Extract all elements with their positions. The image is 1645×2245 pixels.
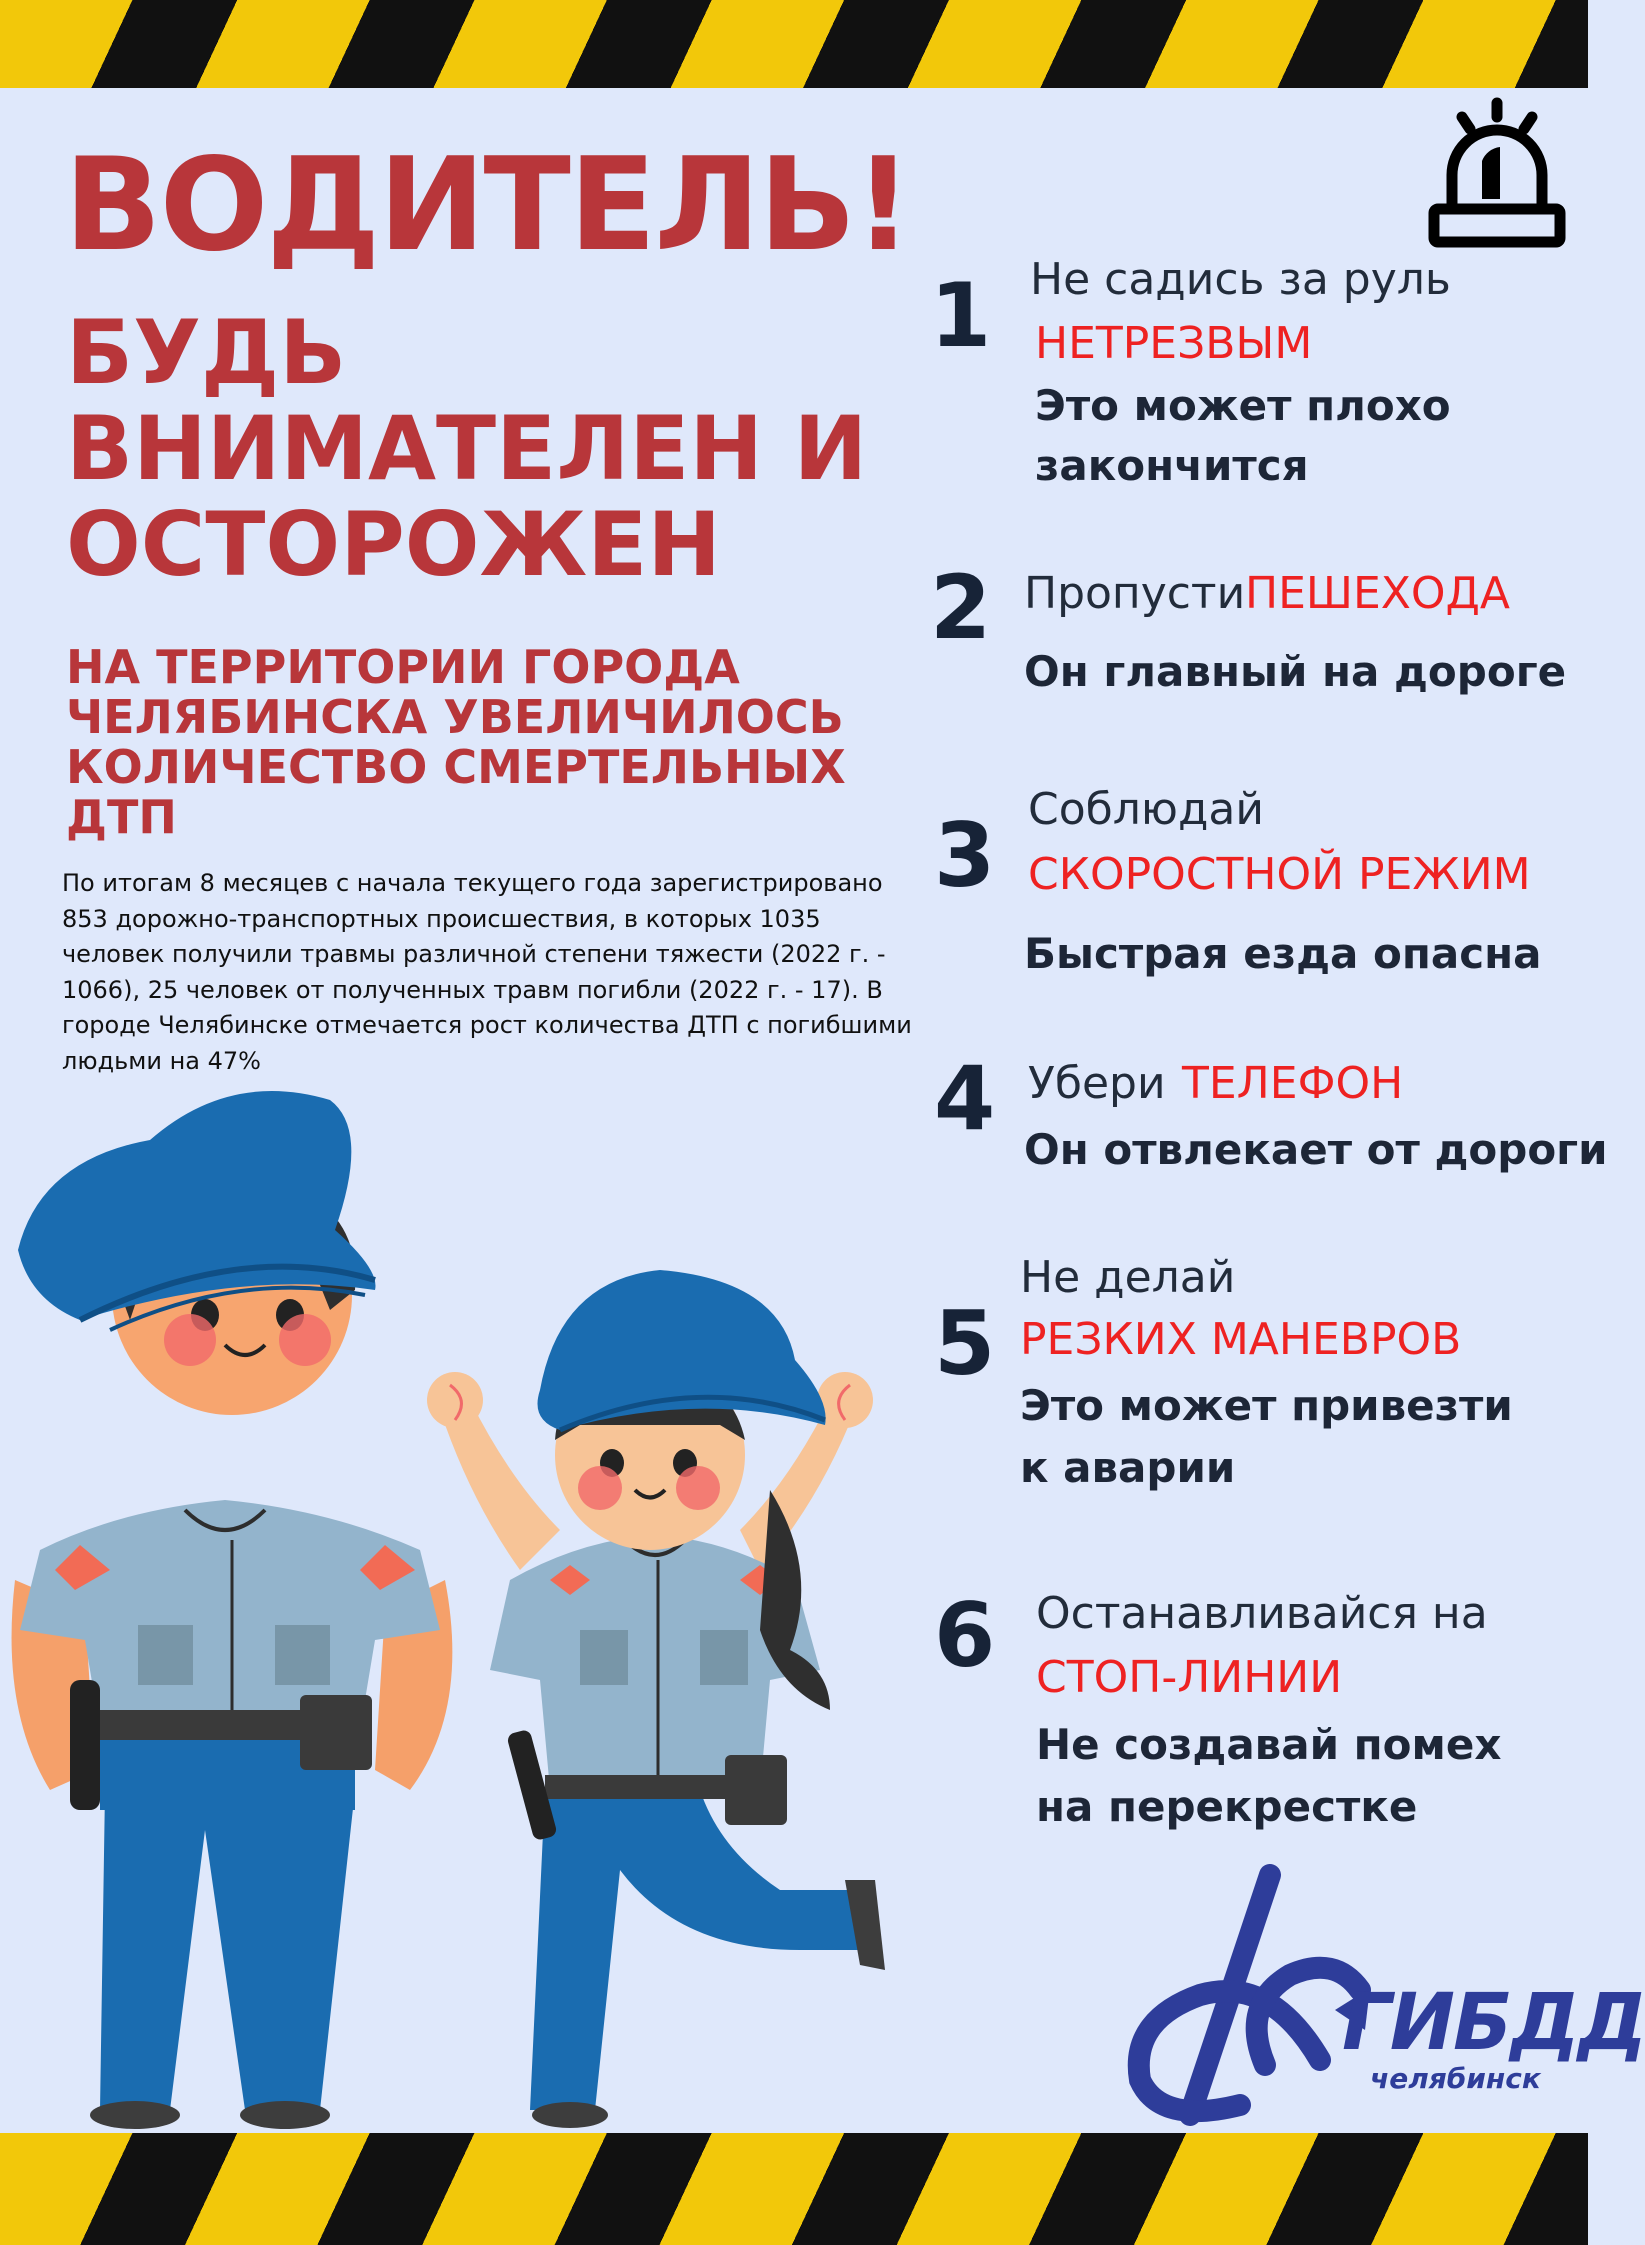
paragraph-line: городе Челябинске отмечается рост количества ДТП с погибшими — [62, 1011, 912, 1039]
rule-2-detail: Он главный на дороге — [1024, 647, 1567, 696]
headline — [66, 642, 886, 842]
headline-line: ДТП — [66, 790, 177, 844]
rule-3-number: 3 — [934, 804, 996, 907]
rule-6-detail: Не создавай помех — [1036, 1720, 1502, 1769]
male-officer — [12, 1091, 453, 2129]
rule-4-number: 4 — [934, 1047, 996, 1150]
rule-5-lead: Не делай — [1020, 1252, 1236, 1303]
rule-1-detail: закончится — [1035, 441, 1309, 490]
subtitle — [66, 301, 886, 596]
top-hazard-stripe — [0, 0, 1588, 88]
page-title: ВОДИТЕЛЬ! — [64, 131, 911, 280]
rule-3-detail: Быстрая езда опасна — [1024, 929, 1542, 978]
rule-2-number: 2 — [930, 556, 992, 659]
headline-line: ЧЕЛЯБИНСКА УВЕЛИЧИЛОСЬ — [66, 690, 844, 744]
statistics-paragraph — [62, 866, 912, 1079]
rule-5-number: 5 — [934, 1292, 996, 1395]
headline-line: КОЛИЧЕСТВО СМЕРТЕЛЬНЫХ — [66, 740, 846, 794]
paragraph-line: 1066), 25 человек от полученных травм погибли (2022 г. - 17). В — [62, 975, 883, 1004]
headline-line: НА ТЕРРИТОРИИ ГОРОДА — [66, 640, 740, 694]
bottom-hazard-stripe — [0, 2133, 1588, 2245]
gibdd-logo — [1120, 1860, 1645, 2130]
rule-2-lead: Пропусти — [1024, 568, 1246, 619]
rule-4-lead: Убери — [1028, 1058, 1166, 1109]
rule-1-lead: Не садись за руль — [1030, 254, 1451, 305]
siren-icon — [1422, 95, 1572, 260]
rule-4-detail: Он отвлекает от дороги — [1024, 1125, 1608, 1174]
logo-city: челябинск — [1370, 2062, 1541, 2095]
rule-3-highlight: СКОРОСТНОЙ РЕЖИМ — [1028, 849, 1531, 900]
rule-3-lead: Соблюдай — [1028, 784, 1264, 835]
rule-6-highlight: СТОП-ЛИНИИ — [1036, 1652, 1343, 1703]
paragraph-line: человек получили травмы различной степени тяжести (2022 г. - — [62, 940, 886, 968]
rule-2-highlight: ПЕШЕХОДА — [1245, 568, 1510, 619]
rule-5-detail: Это может привезти — [1020, 1381, 1513, 1430]
paragraph-line: людьми на 47% — [62, 1046, 261, 1075]
rule-1-number: 1 — [930, 264, 992, 367]
rule-1-highlight: НЕТРЕЗВЫМ — [1035, 318, 1313, 369]
female-officer — [427, 1270, 885, 2128]
paragraph-line: 853 дорожно-транспортных происшествия, в которых 1035 — [62, 904, 821, 933]
rule-6-detail: на перекрестке — [1036, 1782, 1418, 1831]
rule-6-lead: Останавливайся на — [1036, 1588, 1488, 1639]
subtitle-line: ВНИМАТЕЛЕН И — [66, 397, 868, 500]
rule-1-detail: Это может плохо — [1035, 381, 1451, 430]
subtitle-line: ОСТОРОЖЕН — [66, 493, 722, 596]
rule-4-highlight: ТЕЛЕФОН — [1182, 1058, 1404, 1109]
rule-5-highlight: РЕЗКИХ МАНЕВРОВ — [1020, 1314, 1462, 1365]
rule-6-number: 6 — [934, 1584, 996, 1687]
subtitle-line: БУДЬ — [66, 301, 347, 404]
paragraph-line: По итогам 8 месяцев с начала текущего года зарегистрировано — [62, 869, 883, 897]
rule-5-detail: к аварии — [1020, 1443, 1236, 1492]
police-officers-illustration — [0, 1070, 930, 2140]
logo-text: ГИБДД — [1342, 1978, 1645, 2068]
